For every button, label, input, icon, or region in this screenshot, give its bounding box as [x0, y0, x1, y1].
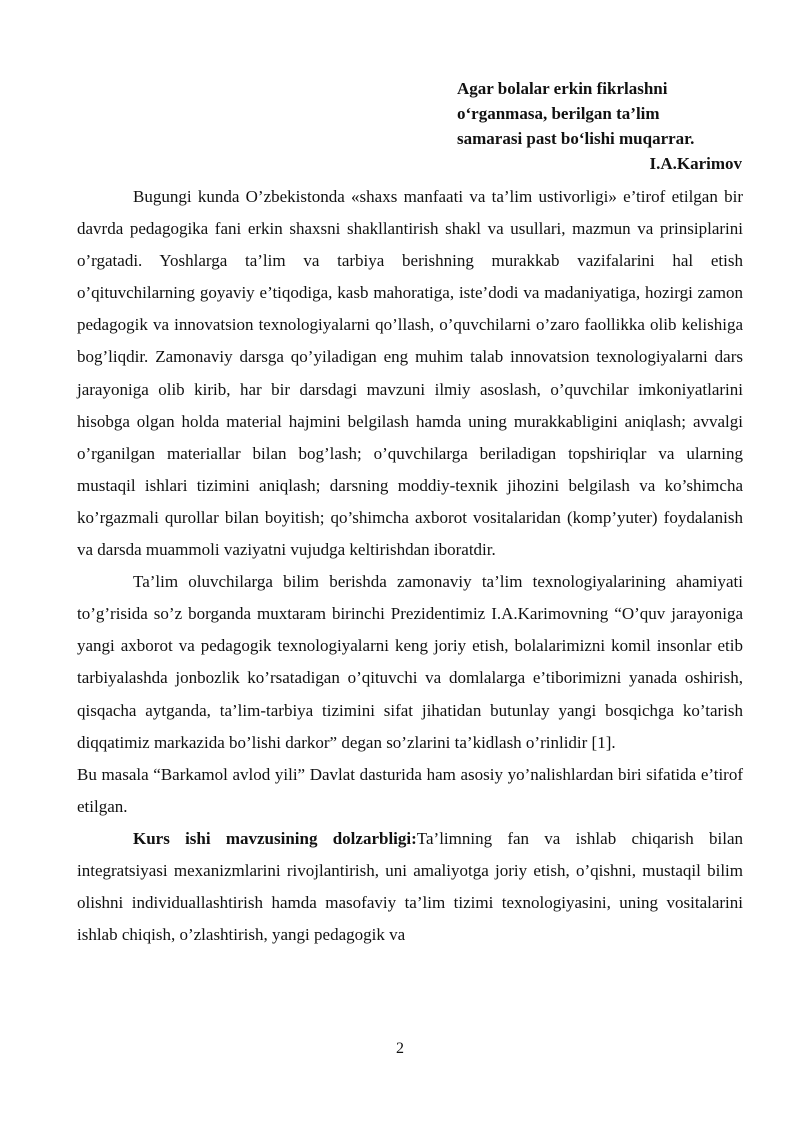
page-number: 2 [396, 1040, 404, 1057]
epigraph-author: I.A.Karimov [649, 154, 742, 173]
paragraph-3: Bu masala “Barkamol avlod yili” Davlat dasturida ham asosiy yo’nalishlardan biri sifatida e’tirof etilgan. [77, 764, 743, 816]
epigraph [457, 76, 742, 176]
epigraph-line: o‘rganmasa, berilgan ta’lim [457, 104, 660, 123]
paragraph-1: Bugungi kunda O’zbekistonda «shaxs manfaati va ta’lim ustivorligi» e’tirof etilgan bir davrda pedagogika fani erkin shaxsni shakllantirish shakl va usullari, mazmun va prinsiplarini o’rgatadi. Yoshlarga ta’lim va tarbiya berishning murakkab vazifalarini hal etish o’qituvchilarning goyaviy e’tiqodiga, kasb mahoratiga, iste’dodi va madaniyatiga, hozirgi zamon pedagogik va innovatsion texnologiyalarni qo’llash, o’quvchilarni o’zaro faollikka olib kelishiga bog’liqdir. Zamonaviy darsga qo’yiladigan eng muhim talab innovatsion texnologiyalarni dars jarayoniga olib kirib, har bir darsdagi mavzuni ilmiy asoslash, o’quvchilar imkoniyatlarini hisobga olgan holda material hajmini belgilash hamda uning murakkabligini aniqlash; avvalgi o’rganilgan materiallar bilan bog’lash; o’quvchilarga beriladigan topshiriqlar va ularning mustaqil ishlari tizimini aniqlash; darsning moddiy-texnik jihozini belgilash va ko’shimcha ko’rgazmali qurollar bilan boyitish; qo’shimcha axborot vositalaridan (komp’yuter) foydalanish va darsda muammoli vaziyatni vujudga keltirishdan iboratdir. [77, 187, 743, 560]
paragraph-4 [77, 823, 743, 951]
paragraph-2: Ta’lim oluvchilarga bilim berishda zamonaviy ta’lim texnologiyalarining ahamiyati to’g’risida so’z borganda muxtaram birinchi Prezidentimiz I.A.Karimovning “O’quv jarayoniga yangi axborot va pedagogik texnologiyalarni keng joriy etish, bolalarimizni komil insonlar etib tarbiyalashda jonbozlik ko’rsatadigan o’qituvchi va domlalarga e’tiborimizni yanada oshirish, qisqacha aytganda, ta’lim-tarbiya tizimini sifat jihatidan butunlay yangi bosqichga ko’tarish diqqatimiz markazida bo’lishi darkor” degan so’zlarini ta’kidlash o’rinlidir [1]. [77, 572, 743, 752]
epigraph-line: Agar bolalar erkin fikrlashni [457, 79, 668, 98]
paragraph-4-text: Ta’limning fan va ishlab chiqarish bilan integratsiyasi mexanizmlarini rivojlantirish, uni amaliyotga joriy etish, o’qishni, mustaqil bilim olishni individuallashtirish hamda masofaviy ta’lim tizimi texnologiyasini, uning vositalarini ishlab chiqish, o’zlashtirish, yangi pedagogik va [77, 828, 743, 945]
body-text [77, 181, 743, 951]
epigraph-line: samarasi past bo‘lishi muqarrar. [457, 129, 695, 148]
paragraph-4-heading: Kurs ishi mavzusining dolzarbligi: [133, 828, 417, 848]
